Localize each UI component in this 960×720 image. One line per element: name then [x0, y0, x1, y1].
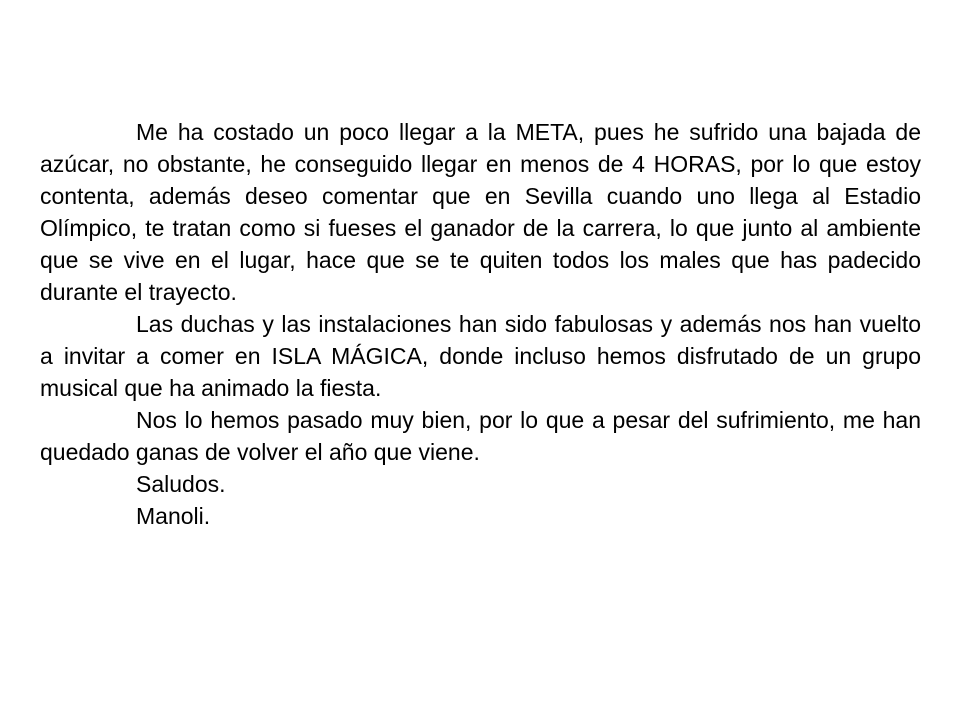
paragraph-race-experience: Me ha costado un poco llegar a la META, pues he sufrido una bajada de azúcar, no obstante, he conseguido llegar en menos de 4 HORAS, por lo que estoy contenta, además deseo comentar que en Sevilla cuando uno llega al Estadio Olímpico, te tratan como si fueses el ganador de la carrera, lo que junto al ambiente que se vive en el lugar, hace que se te quiten todos los males que has padecido durante el trayecto. — [40, 119, 921, 305]
paragraph-facilities: Las duchas y las instalaciones han sido fabulosas y además nos han vuelto a invitar a comer en ISLA MÁGICA, donde incluso hemos disfrutado de un grupo musical que ha animado la fiesta. — [40, 311, 921, 401]
document-body — [40, 116, 921, 532]
signature: Manoli. — [136, 503, 211, 529]
greeting: Saludos. — [136, 471, 226, 497]
paragraph-conclusion: Nos lo hemos pasado muy bien, por lo que a pesar del sufrimiento, me han quedado ganas de volver el año que viene. — [40, 407, 921, 465]
